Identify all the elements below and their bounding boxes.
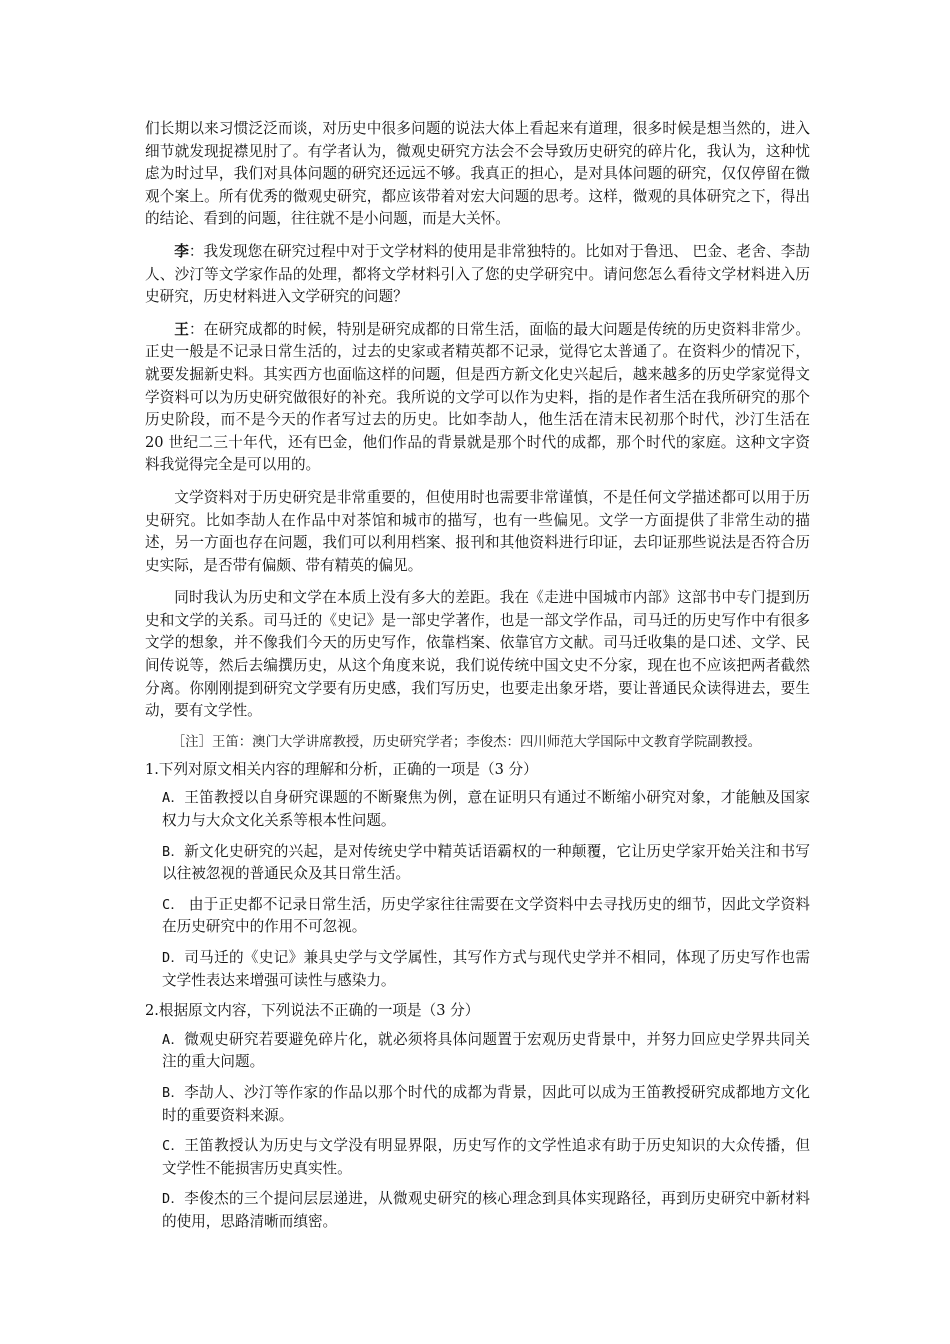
- paragraph-text: ：我发现您在研究过程中对于文学材料的使用是非常独特的。比如对于鲁迅、 巴金、老舍、李劼人、沙汀等文学家作品的处理，都将文学材料引入了您的史学研究中。请问您怎么看待文学材料进入历史研究，历史材料进入文学研究的问题？: [145, 242, 810, 306]
- option-a[interactable]: [145, 787, 810, 832]
- option-c[interactable]: [145, 1135, 810, 1180]
- paragraph-text: 同时我认为历史和文学在本质上没有多大的差距。我在《走进中国城市内部》这部书中专门提到历史和文学的关系。司马迁的《史记》是一部史学著作，也是一部文学作品，司马迁的历史写作中有很多文学的想象，并不像我们今天的历史写作，依靠档案、依靠官方文献。司马迁收集的是口述、文学、民间传说等，然后去编撰历史，从这个角度来说，我们说传统中国文史不分家，现在也不应该把两者截然分离。你刚刚提到研究文学要有历史感，我们写历史，也要走出象牙塔，要让普通民众读得进去，要生动，要有文学性。: [145, 589, 810, 720]
- option-b[interactable]: [145, 841, 810, 886]
- paragraph-text: ：在研究成都的时候，特别是研究成都的日常生活，面临的最大问题是传统的历史资料非常少。正史一般是不记录日常生活的，过去的史家或者精英都不记录，觉得它太普通了。在资料少的情况下，就要发掘新史料。其实西方也面临这样的问题，但是西方新文化史兴起后，越来越多的历史学家觉得文学资料可以为历史研究做很好的补充。我所说的文学可以作为史料，指的是作者生活在我所研究的那个历史阶段，而不是今天的作者写过去的历史。比如李劼人，他生活在清末民初那个时代，沙汀生活在 20 世纪二三十年代，还有巴金，他们作品的背景就是那个时代的成都，那个时代的家庭。这种文字资料我觉得完全是可以用的。: [145, 320, 810, 474]
- passage-paragraph-3: [145, 319, 810, 477]
- option-text: 新文化史研究的兴起，是对传统史学中精英话语霸权的一种颠覆，它让历史学家开始关注和书写以往被忽视的普通民众及其日常生活。: [162, 842, 810, 883]
- passage-paragraph-4: [145, 487, 810, 577]
- question-stem: 2.根据原文内容，下列说法不正确的一项是（3 分）: [145, 1002, 480, 1020]
- question-2: [145, 1000, 810, 1233]
- document-page: [145, 118, 810, 1242]
- option-d[interactable]: [145, 947, 810, 992]
- option-a[interactable]: [145, 1029, 810, 1074]
- option-letter: D．: [162, 1191, 185, 1208]
- author-note: ［注］王笛：澳门大学讲席教授，历史研究学者；李俊杰：四川师范大学国际中文教育学院副教授。: [171, 734, 761, 750]
- option-letter: C．: [162, 896, 185, 913]
- option-text: 李俊杰的三个提问层层递进，从微观史研究的核心理念到具体实现路径，再到历史研究中新材料的使用，思路清晰而缜密。: [162, 1190, 810, 1230]
- question-1: [145, 759, 810, 992]
- option-b[interactable]: [145, 1082, 810, 1127]
- question-stem: 1.下列对原文相关内容的理解和分析，正确的一项是（3 分）: [145, 760, 538, 778]
- option-letter: B．: [162, 1084, 185, 1101]
- option-d[interactable]: [145, 1188, 810, 1233]
- paragraph-text: 文学资料对于历史研究是非常重要的，但使用时也需要非常谨慎，不是任何文学描述都可以用于历史研究。比如李劼人在作品中对茶馆和城市的描写，也有一些偏见。文学一方面提供了非常生动的描述，另一方面也存在问题，我们可以利用档案、报刊和其他资料进行印证，去印证那些说法是否符合历史实际，是否带有偏颇、带有精英的偏见。: [145, 488, 810, 574]
- option-letter: B．: [162, 843, 185, 860]
- option-letter: D．: [162, 950, 185, 966]
- option-text: 王笛教授认为历史与文学没有明显界限，历史写作的文学性追求有助于历史知识的大众传播，但文学性不能损害历史真实性。: [162, 1137, 810, 1177]
- option-text: 李劼人、沙汀等作家的作品以那个时代的成都为背景，因此可以成为王笛教授研究成都地方文化时的重要资料来源。: [162, 1083, 810, 1124]
- paragraph-text: 们长期以来习惯泛泛而谈，对历史中很多问题的说法大体上看起来有道理，很多时候是想当然的，进入细节就发现捉襟见肘了。有学者认为，微观史研究方法会不会导致历史研究的碎片化，我认为，这种忧虑为时过早，我们对具体问题的研究还远远不够。我真正的担心，是对具体问题的研究，仅仅停留在微观个案上。所有优秀的微观史研究，都应该带着对宏大问题的思考。这样，微观的具体研究之下，得出的结论、看到的问题，往往就不是小问题，而是大关怀。: [145, 120, 810, 228]
- passage-paragraph-5: [145, 587, 810, 723]
- option-letter: A．: [162, 1031, 185, 1048]
- speaker-label: 王: [174, 320, 189, 338]
- option-letter: A．: [162, 790, 185, 807]
- option-text: 王笛教授以自身研究课题的不断聚焦为例，意在证明只有通过不断缩小研究对象，才能触及国家权力与大众文化关系等根本性问题。: [162, 789, 810, 830]
- passage-paragraph-1: [145, 118, 810, 231]
- option-text: 司马迁的《史记》兼具史学与文学属性，其写作方式与现代史学并不相同，体现了历史写作也需文学性表达来增强可读性与感染力。: [162, 949, 810, 989]
- passage-paragraph-2: [145, 241, 810, 309]
- option-letter: C．: [162, 1138, 185, 1155]
- option-text: 由于正史都不记录日常生活，历史学家往往需要在文学资料中去寻找历史的细节，因此文学资料在历史研究中的作用不可忽视。: [162, 895, 810, 936]
- speaker-label: 李: [174, 242, 189, 260]
- option-c[interactable]: [145, 894, 810, 939]
- option-text: 微观史研究若要避免碎片化，就必须将具体问题置于宏观历史背景中，并努力回应史学界共同关注的重大问题。: [162, 1030, 810, 1071]
